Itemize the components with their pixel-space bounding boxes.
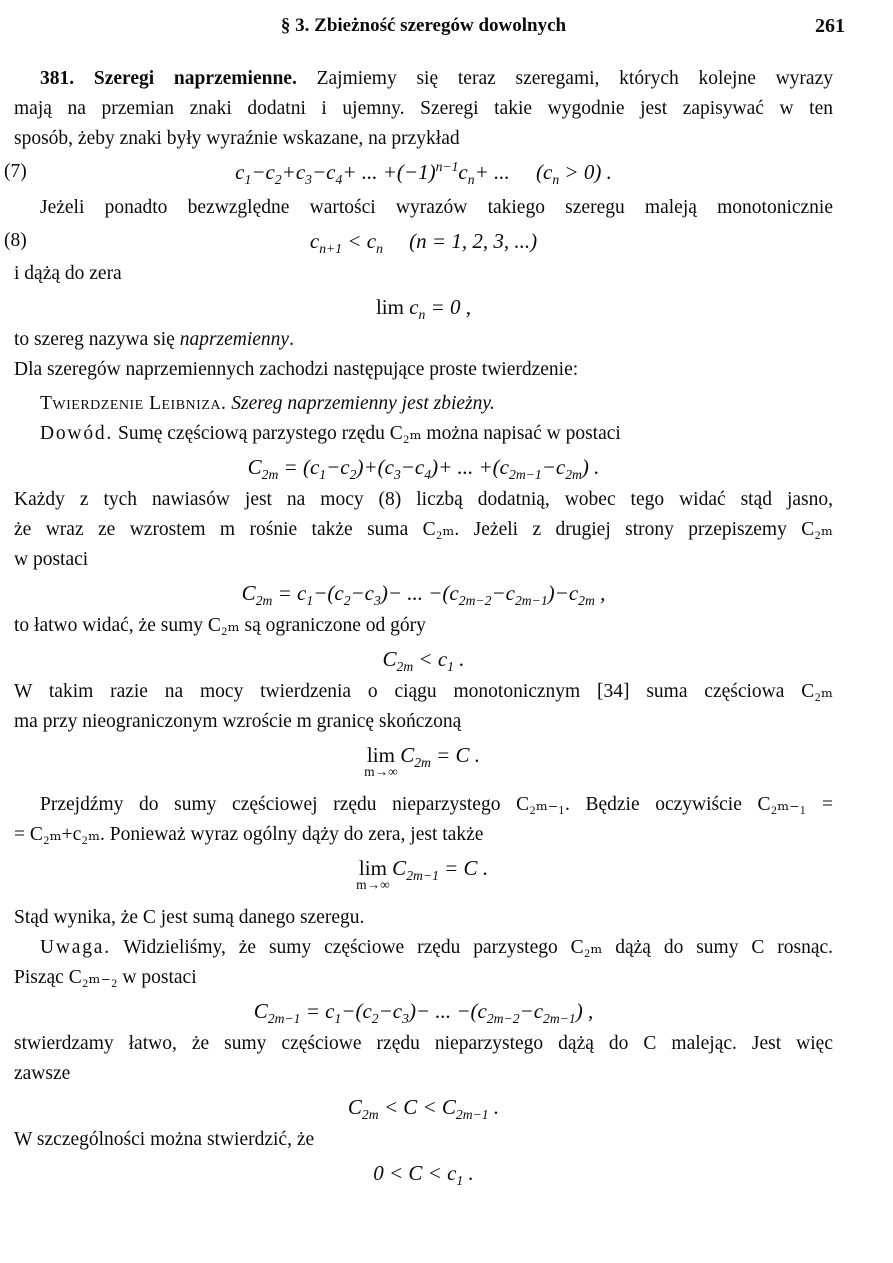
section-381-heading: 381. Szeregi naprzemienne. [40,68,297,89]
proof-head: Dowód. [40,423,114,444]
paragraph-stwierdzamy-line1: stwierdzamy łatwo, że sumy częściowe rzędu nieparzystego dążą do C malejąc. Jest więc [14,1033,833,1054]
paragraph-monotone: Jeżeli ponadto bezwzględne wartości wyrazów takiego szeregu maleją monotonicznie [40,197,833,218]
equation-order [14,1092,833,1122]
paragraph-kazdy-line2: że wraz ze wzrostem m rośnie także suma C₂ₘ. Jeżeli z drugiej strony przepiszemy C₂ₘ [14,519,833,540]
limit-operator [356,853,390,892]
limit-rhs: $C_{2m} = C$ . [394,743,481,771]
remark-head: Uwaga. [40,937,111,958]
page-header [14,14,845,38]
equation-c2m-alt [14,578,833,608]
equation-final [14,1158,833,1188]
limit-subscript: m→∞ [364,764,398,779]
equation-c2m-alt-formula: $C_{2m} = c_1-(c_2-c_3)-$ ... $-(c_{2m-2}-c_{2m-1})-c_{2m}$ , [241,581,606,609]
paragraph-381-line3: sposób, żeby znaki były wyraźnie wskazane, na przykład [14,128,460,149]
equation-7 [4,157,833,188]
paragraph-dla-szeregow: Dla szeregów naprzemiennych zachodzi następujące proste twierdzenie: [14,359,579,380]
paragraph-final: W szczególności można stwierdzić, że [14,1129,315,1150]
paragraph-tend-to-zero: i dążą do zera [14,263,122,284]
equation-lim-c2m1-formula [356,856,489,892]
equation-c2m1-alt [14,996,833,1026]
running-head-title: § 3. Zbieżność szeregów dowolnych [280,15,567,36]
equation-7-formula: $c_1-c_2+c_3-c_4+$ ... $+(-1)^{n-1}c_n+$ ... $(c_n > 0)$ . [235,159,612,188]
limit-lim-text: lim [358,856,387,880]
equation-lim-c2m [14,740,833,779]
series-name-pre: to szereg nazywa się [14,329,180,350]
proof-opening [14,419,833,449]
paragraph-381-line1 [14,64,833,94]
equation-c2m-bound [14,644,833,674]
paragraph-wtakim-line1: W takim razie na mocy twierdzenia o ciągu monotonicznym [34] suma częściowa C₂ₘ [14,681,833,702]
equation-c2m-bound-formula: $C_{2m} < c_1$ . [382,647,465,675]
paragraph-stwierdzamy-line2: zawsze [14,1063,71,1084]
paragraph-wtakim-line2: ma przy nieograniczonym wzroście m granicę skończoną [14,711,462,732]
limit-operator [364,740,398,779]
limit-lim-text: lim [366,743,395,767]
paragraph-381-line2: mają na przemian znaki dodatni i ujemny. Szeregi takie wygodnie jest zapisywać w ten [14,98,833,119]
limit-rhs: $C_{2m-1} = C$ . [386,856,489,884]
paragraph-przejdzmy-line1: Przejdźmy do sumy częściowej rzędu nieparzystego C₂ₘ₋₁. Będzie oczywiście C₂ₘ₋₁ = [40,794,833,815]
proof-text: Sumę częściową parzystego rzędu C₂ₘ można napisać w postaci [113,423,621,444]
theorem-leibniz-statement: Szereg naprzemienny jest zbieżny. [226,393,495,414]
equation-lim-c2m-formula [364,743,481,779]
theorem-leibniz-head: Twierdzenie Leibniza. [40,393,227,414]
paragraph-stad: Stąd wynika, że C jest sumą danego szeregu. [14,907,365,928]
page-number: 261 [815,15,845,37]
equation-c2m-sum-formula: $C_{2m} = (c_1-c_2)+(c_3-c_4)+$ ... $+(c_{2m-1}-c_{2m})$ . [247,455,600,483]
paragraph-latwo: to łatwo widać, że sumy C₂ₘ są ograniczone od góry [14,615,426,636]
paragraph-przejdzmy-line2: = C₂ₘ+c₂ₘ. Ponieważ wyraz ogólny dąży do zera, jest także [14,824,484,845]
paragraph-uwaga-line1 [14,933,833,963]
equation-8-formula: $c_{n+1} < c_n$ (n = 1, 2, 3, ...) [309,229,538,257]
paragraph-uwaga-line2: Pisząc C₂ₘ₋₂ w postaci [14,967,197,988]
paragraph-series-name [14,325,833,355]
equation-lim-cn [14,292,833,322]
paragraph-kazdy-line3: w postaci [14,549,89,570]
paragraph-kazdy-line1: Każdy z tych nawiasów jest na mocy (8) liczbą dodatnią, wobec tego widać stąd jasno, [14,489,833,510]
equation-c2m-sum [14,452,833,482]
remark-text: Widzieliśmy, że sumy częściowe rzędu parzystego C₂ₘ dążą do sumy C rosnąc. [110,937,833,958]
equation-8 [4,226,833,257]
equation-final-formula: $0 < C < c_1$ . [373,1161,474,1189]
series-name-term: naprzemienny [179,329,290,350]
equation-c2m1-alt-formula: $C_{2m-1} = c_1-(c_2-c_3)-$ ... $-(c_{2m-2}-c_{2m-1})$ , [253,999,594,1027]
equation-8-label: (8) [4,230,27,251]
theorem-leibniz [14,389,833,419]
paragraph-381-text: Zajmiemy się teraz szeregami, których kolejne wyrazy [296,68,833,89]
equation-lim-cn-formula: $\lim c_n = 0$ , [375,295,472,323]
series-name-post: . [289,329,294,350]
equation-order-formula: $C_{2m} < C < C_{2m-1}$ . [347,1095,500,1123]
equation-7-label: (7) [4,161,27,182]
equation-lim-c2m1 [14,853,833,892]
limit-subscript: m→∞ [356,877,390,892]
